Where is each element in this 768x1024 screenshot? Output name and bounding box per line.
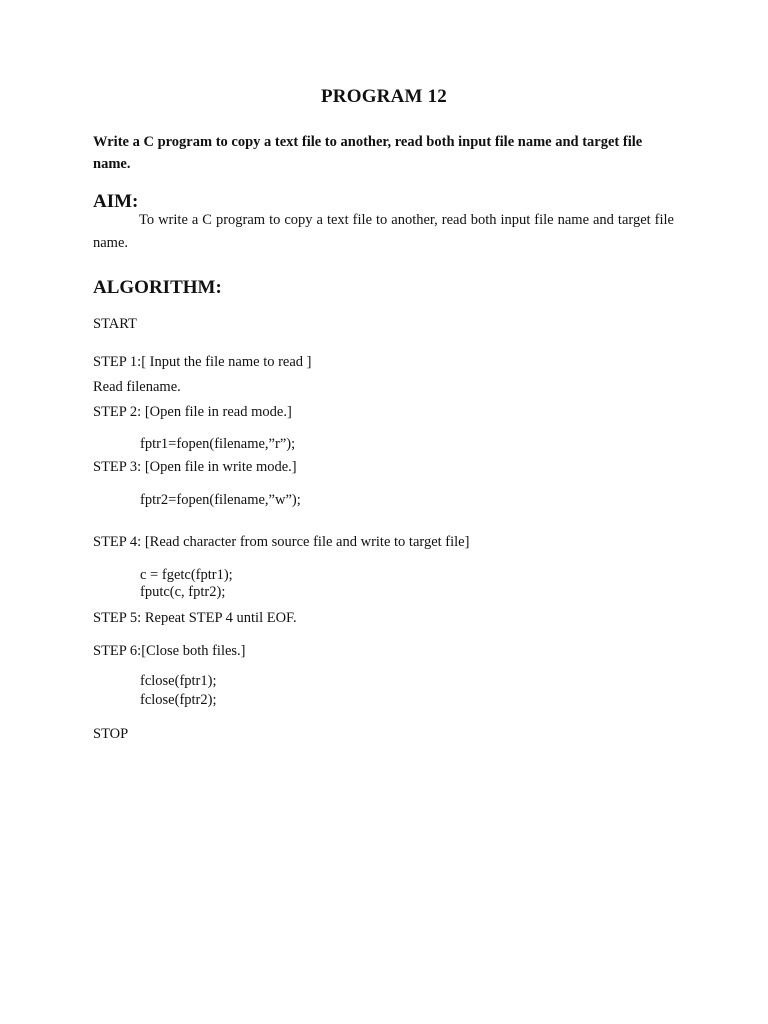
step-2-code: fptr1=fopen(filename,”r”);	[140, 436, 296, 452]
step-1: STEP 1:[ Input the file name to read ]	[93, 354, 312, 370]
step-4-code-line-2: fputc(c, fptr2);	[140, 584, 226, 600]
algorithm-start: START	[93, 316, 137, 332]
step-4-code-line-1: c = fgetc(fptr1);	[140, 567, 233, 583]
step-6-code-line-1: fclose(fptr1);	[140, 673, 217, 689]
page-title: PROGRAM 12	[320, 86, 447, 107]
step-6-code-line-2: fclose(fptr2);	[140, 692, 217, 708]
step-1-detail: Read filename.	[93, 379, 181, 395]
aim-heading: AIM:	[93, 191, 139, 212]
step-6: STEP 6:[Close both files.]	[93, 643, 246, 659]
aim-text: To write a C program to copy a text file to another, read both input file name and target file name.	[93, 212, 674, 251]
step-4: STEP 4: [Read character from source file and write to target file]	[93, 534, 470, 550]
question-text: Write a C program to copy a text file to another, read both input file name and target file name.	[93, 134, 643, 172]
algorithm-heading: ALGORITHM:	[93, 277, 222, 298]
step-3: STEP 3: [Open file in write mode.]	[93, 459, 297, 475]
step-2: STEP 2: [Open file in read mode.]	[93, 404, 292, 420]
algorithm-stop: STOP	[93, 726, 129, 742]
step-5: STEP 5: Repeat STEP 4 until EOF.	[93, 610, 297, 626]
step-3-code: fptr2=fopen(filename,”w”);	[140, 492, 301, 508]
